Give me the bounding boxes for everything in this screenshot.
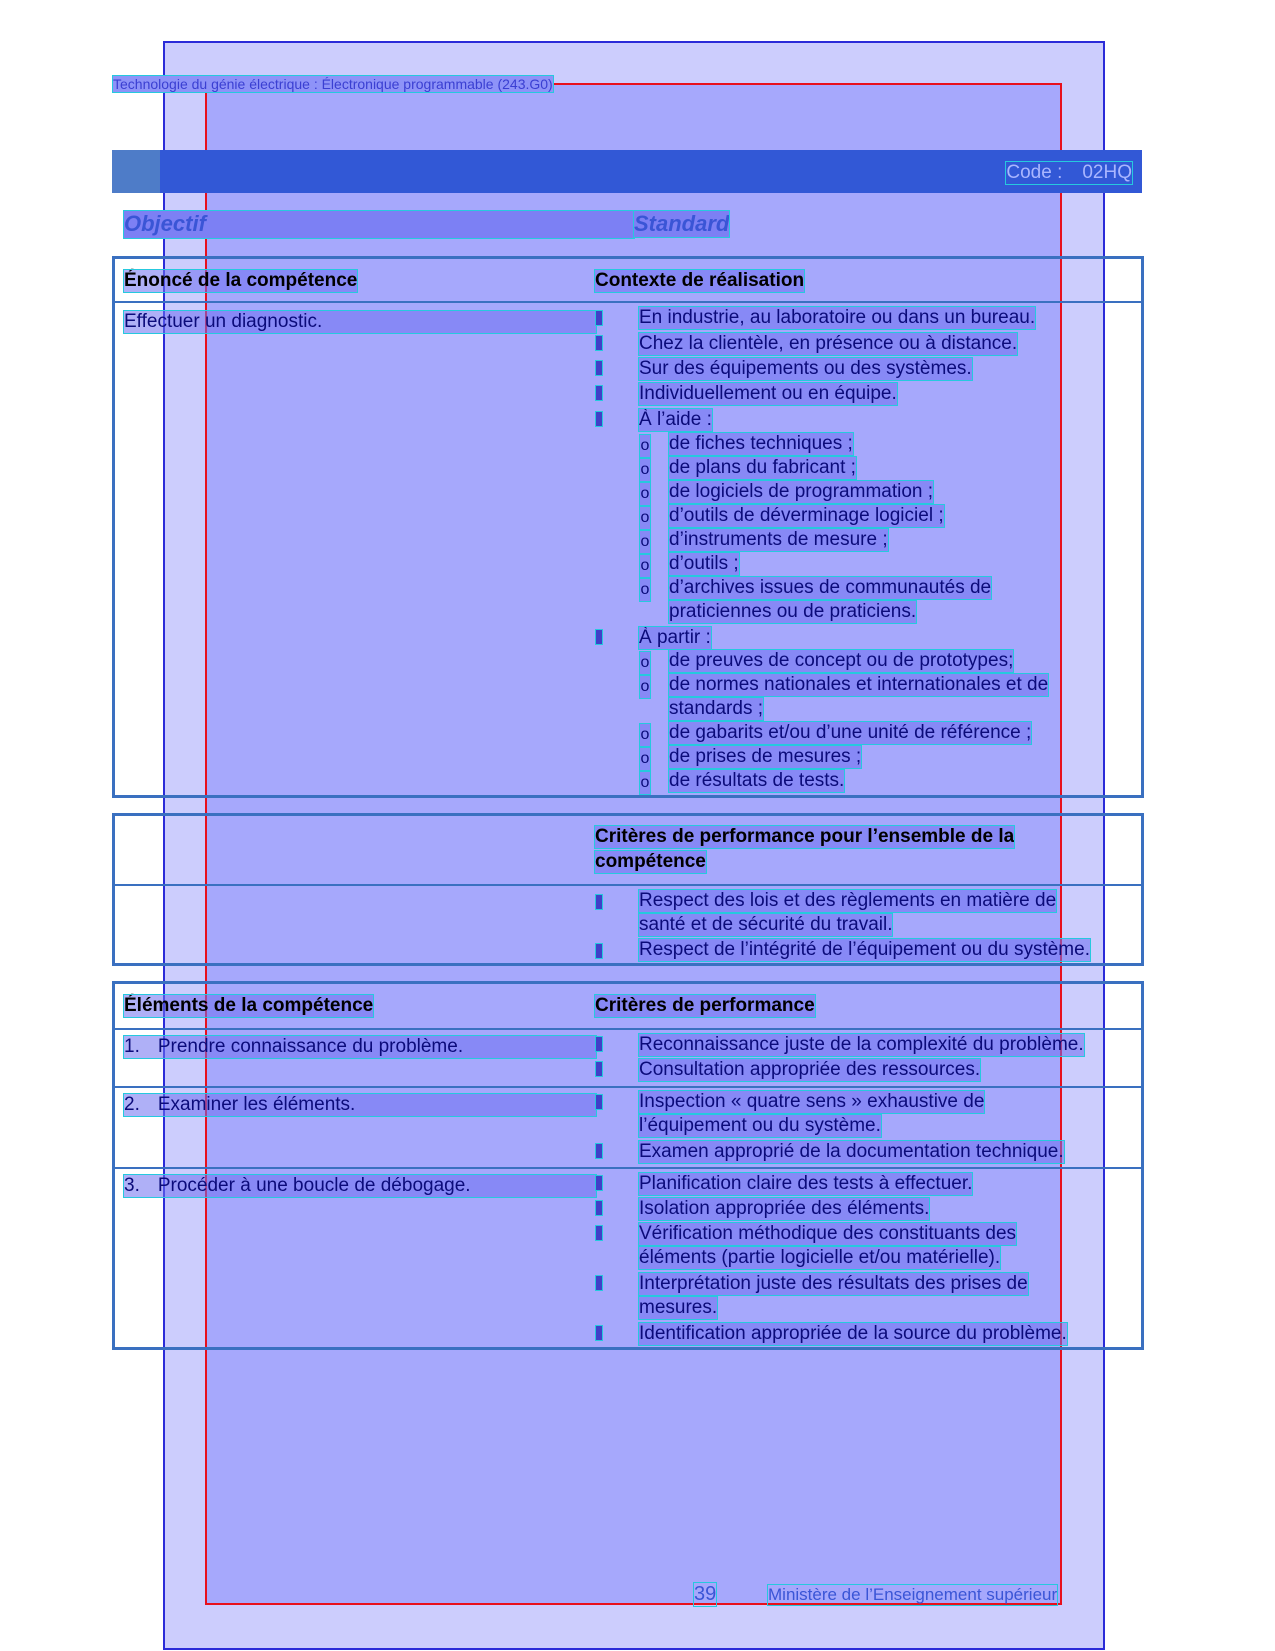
bullet: [596, 412, 602, 426]
partir-item: de prises de mesures ;: [669, 746, 862, 767]
criterion: Examen approprié de la documentation technique.: [639, 1141, 1064, 1162]
bullet: [596, 361, 602, 375]
sub-bullet: o: [640, 724, 650, 746]
bullet: [596, 944, 602, 958]
code-value: 02HQ: [1082, 162, 1132, 183]
criterion-continued: mesures.: [639, 1297, 718, 1318]
header-divider: [115, 301, 1141, 303]
sub-bullet: o: [640, 507, 650, 529]
bullet: [596, 1062, 602, 1076]
criterion: Planification claire des tests à effectuer.: [639, 1173, 973, 1194]
sub-bullet: o: [640, 676, 650, 698]
overall-criterion: Respect des lois et des règlements en matière de: [639, 890, 1057, 911]
bullet: [596, 1144, 602, 1158]
sub-bullet: o: [640, 579, 650, 601]
context-item: Chez la clientèle, en présence ou à distance.: [639, 333, 1018, 354]
code-bar-accent: [112, 150, 160, 193]
bullet: [596, 1037, 602, 1051]
criterion: Consultation appropriée des ressources.: [639, 1059, 981, 1080]
element-row-3: [124, 1175, 596, 1197]
context-item: En industrie, au laboratoire ou dans un bureau.: [639, 307, 1036, 328]
overall-criterion-continued: santé et de sécurité du travail.: [639, 914, 893, 935]
overall-criterion: Respect de l’intégrité de l’équipement ou du système.: [639, 939, 1090, 960]
criterion: Identification appropriée de la source du problème.: [639, 1323, 1067, 1344]
code-label: [1006, 162, 1132, 184]
criterion: Vérification méthodique des constituants des: [639, 1223, 1017, 1244]
criterion: Interprétation juste des résultats des prises de: [639, 1273, 1028, 1294]
bullet: [596, 386, 602, 400]
partir-label: À partir :: [639, 627, 711, 648]
elements-header: Éléments de la compétence: [124, 995, 374, 1016]
overall-criteria-header-continued: compétence: [595, 851, 706, 872]
bullet: [596, 895, 602, 909]
running-title: Technologie du génie électrique : Électronique programmable (243.G0): [113, 76, 553, 92]
bullet: [596, 1276, 602, 1290]
partir-item: de normes nationales et internationales et de: [669, 674, 1049, 695]
page-number: 39: [694, 1583, 717, 1605]
header-divider: [115, 884, 1141, 886]
aide-item: d’outils ;: [669, 553, 739, 574]
bullet: [596, 630, 602, 644]
element-text: Examiner les éléments.: [157, 1094, 356, 1115]
aide-item: de fiches techniques ;: [669, 433, 853, 454]
sub-bullet: o: [640, 748, 650, 770]
bullet: [596, 1201, 602, 1215]
element-row-1: [124, 1036, 596, 1058]
aide-item: de plans du fabricant ;: [669, 457, 856, 478]
bullet: [596, 1326, 602, 1340]
element-text: Prendre connaissance du problème.: [157, 1036, 464, 1057]
standard-heading: Standard: [634, 211, 730, 236]
element-row-2: [124, 1094, 596, 1116]
sub-bullet: o: [640, 531, 650, 553]
sub-bullet: o: [640, 435, 650, 457]
code-label-text: Code :: [1006, 162, 1063, 183]
bullet: [596, 1176, 602, 1190]
criterion-continued: l’équipement ou du système.: [639, 1115, 881, 1136]
context-item: Sur des équipements ou des systèmes.: [639, 358, 972, 379]
bullet: [596, 311, 602, 325]
code-bar: [112, 150, 1142, 193]
row-divider: [115, 1167, 1141, 1169]
partir-item-continued: standards ;: [669, 698, 763, 719]
aide-item-continued: praticiennes ou de praticiens.: [669, 601, 917, 622]
row-divider: [115, 1086, 1141, 1088]
criterion-continued: éléments (partie logicielle et/ou matérielle).: [639, 1247, 1001, 1268]
criterion: Inspection « quatre sens » exhaustive de: [639, 1091, 985, 1112]
objectif-heading: Objectif: [124, 211, 206, 236]
footer-ministry: Ministère de l’Enseignement supérieur: [768, 1585, 1058, 1604]
aide-item: d’archives issues de communautés de: [669, 577, 992, 598]
context-item: À l’aide :: [639, 409, 712, 430]
element-number: 2.: [124, 1094, 140, 1115]
partir-item: de preuves de concept ou de prototypes;: [669, 650, 1014, 671]
bullet: [596, 1226, 602, 1240]
criterion: Reconnaissance juste de la complexité du problème.: [639, 1034, 1084, 1055]
enonce-text: Effectuer un diagnostic.: [124, 311, 596, 333]
criteria-header: Critères de performance: [595, 995, 815, 1016]
element-number: 1.: [124, 1036, 140, 1057]
overall-criteria-header: Critères de performance pour l’ensemble de la: [595, 826, 1015, 847]
sub-bullet: o: [640, 483, 650, 505]
criterion: Isolation appropriée des éléments.: [639, 1198, 930, 1219]
contexte-header: Contexte de réalisation: [595, 270, 805, 291]
aide-item: d’outils de déverminage logiciel ;: [669, 505, 944, 526]
partir-item: de gabarits et/ou d’une unité de référence ;: [669, 722, 1032, 743]
context-item: Individuellement ou en équipe.: [639, 383, 897, 404]
header-divider: [115, 1028, 1141, 1030]
bullet: [596, 336, 602, 350]
sub-bullet: o: [640, 772, 650, 794]
sub-bullet: o: [640, 555, 650, 577]
partir-item: de résultats de tests.: [669, 770, 845, 791]
enonce-header: Énoncé de la compétence: [124, 270, 358, 291]
element-text: Procéder à une boucle de débogage.: [157, 1175, 471, 1196]
element-number: 3.: [124, 1175, 140, 1196]
bullet: [596, 1095, 602, 1109]
aide-item: de logiciels de programmation ;: [669, 481, 934, 502]
sub-bullet: o: [640, 459, 650, 481]
aide-item: d’instruments de mesure ;: [669, 529, 888, 550]
sub-bullet: o: [640, 652, 650, 674]
